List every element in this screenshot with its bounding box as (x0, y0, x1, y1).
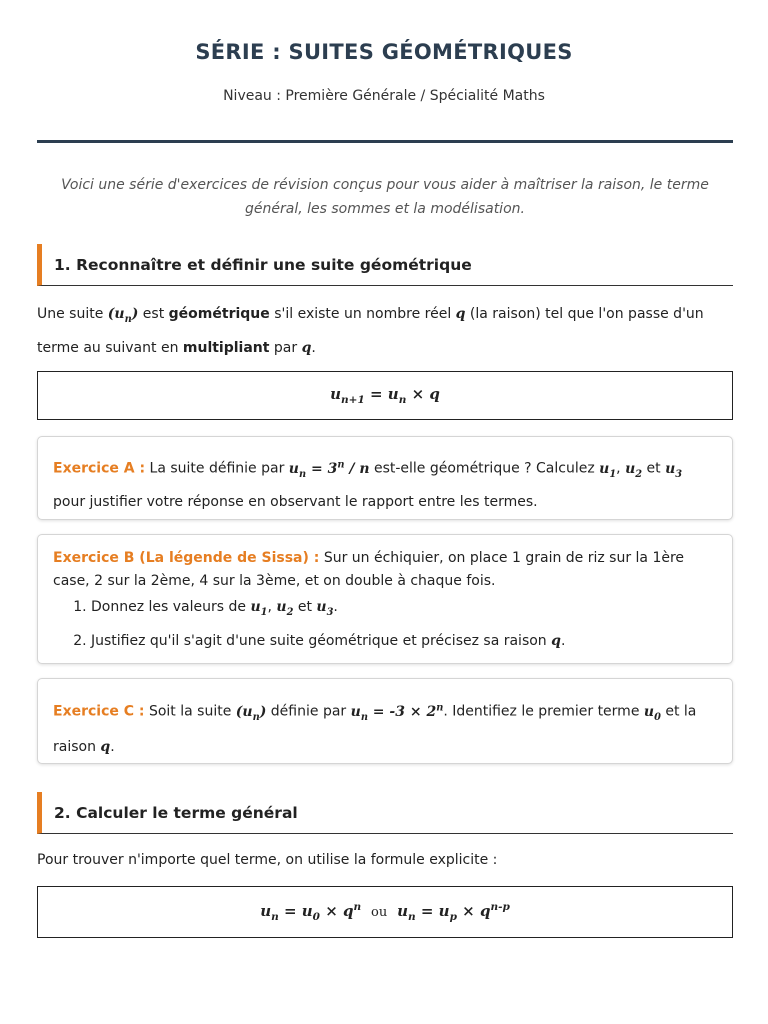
recurrence-formula-box (37, 371, 733, 420)
ratio-symbol: q (301, 339, 312, 356)
def-text: (la raison) tel que l'on passe d'un terme au suivant en (37, 306, 704, 356)
section-1-heading (37, 244, 733, 286)
list-item: 2. Justifiez qu'il s'agit d'une suite géométrique et précisez sa raison q. (91, 627, 718, 656)
exercise-a-card: Exercice A : La suite définie par $u_n = 3^n / n$ est-elle géométrique ? Calculez $u_1$, $u_2$ et $u_3$ pour justifier votre réponse en observant le rapport entre les termes. (37, 436, 733, 520)
header-divider (37, 140, 733, 143)
math-term: $u_2$ (625, 460, 643, 480)
math-term: $(u_n)$ (235, 703, 267, 723)
section-2-title: 2. Calculer le terme général (54, 803, 298, 822)
math-term: $u_0$ (643, 703, 661, 723)
math-expr: $u_n = 3^n / n$ (288, 459, 370, 480)
math-expr: $u_n = -3 \times 2^n$ (350, 702, 444, 723)
exercise-b-list (53, 593, 718, 656)
intro-text: Voici une série d'exercices de révision conçus pour vous aider à maîtriser la raison, le terme général, les sommes et la modélisation. (61, 177, 709, 217)
def-text: par (269, 339, 302, 356)
section-2-heading (37, 792, 733, 834)
section-2-intro: Pour trouver n'importe quel terme, on utilise la formule explicite : (37, 852, 498, 868)
exercise-b-card: Exercice B (La légende de Sissa) : Sur un échiquier, on place 1 grain de riz sur la 1ère case, 2 sur la 2ème, 4 sur la 3ème, et on double à chaque fois. 1. Donnez les valeurs de $u_1$, $u_2$ et $u_3$. 2. Justifiez qu'il s'agit d'une suite géométrique et précisez sa raison q. (37, 534, 733, 664)
recurrence-formula: $u_{n+1} = u_n \times q$ (330, 385, 440, 406)
page-subtitle: Niveau : Première Générale / Spécialité Maths (223, 88, 545, 104)
list-item: 1. Donnez les valeurs de $u_1$, $u_2$ et $u_3$. (91, 593, 718, 627)
exercise-b-label: Exercice B (La légende de Sissa) : (53, 550, 320, 566)
definition-paragraph: Une suite $(u_n)$ est géométrique s'il existe un nombre réel q (la raison) tel que l'on passe d'un terme au suivant en multipliant par q. (37, 306, 704, 356)
ratio-symbol: q (100, 739, 111, 756)
exercise-a-label: Exercice A : (53, 460, 146, 477)
page-title: SÉRIE : SUITES GÉOMÉTRIQUES (195, 40, 573, 64)
math-term: $u_1$ (599, 460, 617, 480)
exercise-c-card: Exercice C : Soit la suite $(u_n)$ définie par $u_n = -3 \times 2^n$. Identifiez le premier terme $u_0$ et la raison q. (37, 678, 733, 764)
explicit-formula-1: $u_n = u_0 \times q^n$ (260, 901, 362, 923)
def-bold-term: géométrique (168, 306, 270, 322)
exercise-c-label: Exercice C : (53, 703, 145, 720)
ratio-symbol: q (455, 306, 466, 322)
def-bold-term: multipliant (182, 339, 270, 356)
math-term: $u_3$ (665, 460, 683, 480)
section-1-title: 1. Reconnaître et définir une suite géométrique (54, 255, 472, 274)
sequence-symbol: $(u_n)$ (107, 306, 139, 325)
formula-separator: ou (371, 904, 388, 920)
def-text: est (138, 306, 169, 322)
explicit-formula-box (37, 886, 733, 938)
explicit-formula-2: $u_n = u_p \times q^{n-p}$ (397, 901, 510, 923)
def-text: s'il existe un nombre réel (269, 306, 456, 322)
def-text: Une suite (37, 306, 108, 322)
